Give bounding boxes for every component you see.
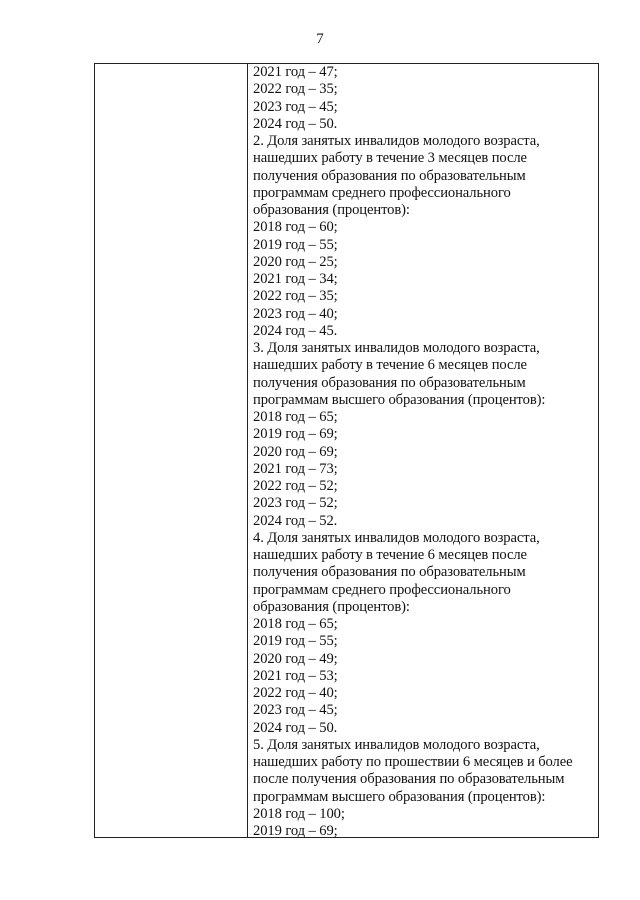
text-line: 2020 год – 69;	[253, 443, 338, 460]
text-line: 2018 год – 100;	[253, 805, 345, 822]
text-line: 2022 год – 35;	[253, 81, 338, 98]
text-line: получения образования по образовательным	[253, 374, 526, 391]
text-line: 2022 год – 35;	[253, 288, 338, 305]
text-line: получения образования по образовательным	[253, 564, 526, 581]
table-left-cell	[95, 64, 247, 837]
text-line: 2023 год – 45;	[253, 702, 338, 719]
text-line: 2020 год – 49;	[253, 650, 338, 667]
text-line: образования (процентов):	[253, 202, 410, 218]
text-line: 2023 год – 40;	[253, 305, 338, 322]
text-line: 2023 год – 52;	[253, 495, 338, 512]
text-line: 2023 год – 45;	[253, 98, 338, 115]
text-line: 2019 год – 69;	[253, 823, 338, 839]
document-table	[94, 63, 599, 838]
text-line: 2022 год – 52;	[253, 478, 338, 494]
text-line: 2020 год – 25;	[253, 253, 338, 270]
page-number: 7	[316, 31, 324, 47]
text-line: 2024 год – 50.	[253, 719, 338, 736]
text-line: 2024 год – 52.	[253, 512, 338, 529]
text-line: 3. Доля занятых инвалидов молодого возраста,	[253, 340, 540, 356]
text-line: 2021 год – 73;	[253, 460, 338, 477]
text-line: 2024 год – 45.	[253, 322, 338, 339]
text-line: 2019 год – 55;	[253, 633, 338, 650]
text-line: программам среднего профессионального	[253, 184, 511, 201]
text-line: 2021 год – 53;	[253, 667, 338, 684]
text-line: 2021 год – 47;	[253, 64, 338, 80]
column-divider	[247, 64, 248, 837]
text-line: нашедших работу по прошествии 6 месяцев и более	[253, 754, 573, 770]
text-line: 2018 год – 65;	[253, 409, 338, 425]
text-line: программам высшего образования (процентов):	[253, 391, 546, 408]
text-line: 2018 год – 60;	[253, 219, 338, 236]
text-line: 2018 год – 65;	[253, 616, 338, 632]
table-right-cell	[253, 64, 598, 840]
text-line: нашедших работу в течение 3 месяцев после	[253, 150, 527, 167]
text-line: программам высшего образования (процентов):	[253, 788, 546, 805]
text-line: нашедших работу в течение 6 месяцев после	[253, 547, 527, 563]
text-line: 2019 год – 69;	[253, 426, 338, 443]
text-line: после получения образования по образовательным	[253, 771, 565, 788]
text-line: 4. Доля занятых инвалидов молодого возраста,	[253, 529, 540, 546]
text-line: 2. Доля занятых инвалидов молодого возраста,	[253, 133, 540, 149]
text-line: 2021 год – 34;	[253, 271, 338, 287]
text-line: 2019 год – 55;	[253, 236, 338, 253]
text-line: 2022 год – 40;	[253, 685, 338, 701]
text-line: образования (процентов):	[253, 598, 410, 615]
text-line: программам среднего профессионального	[253, 581, 511, 598]
text-line: нашедших работу в течение 6 месяцев после	[253, 357, 527, 374]
text-line: получения образования по образовательным	[253, 167, 526, 184]
text-line: 5. Доля занятых инвалидов молодого возраста,	[253, 736, 540, 753]
text-line: 2024 год – 50.	[253, 115, 338, 132]
